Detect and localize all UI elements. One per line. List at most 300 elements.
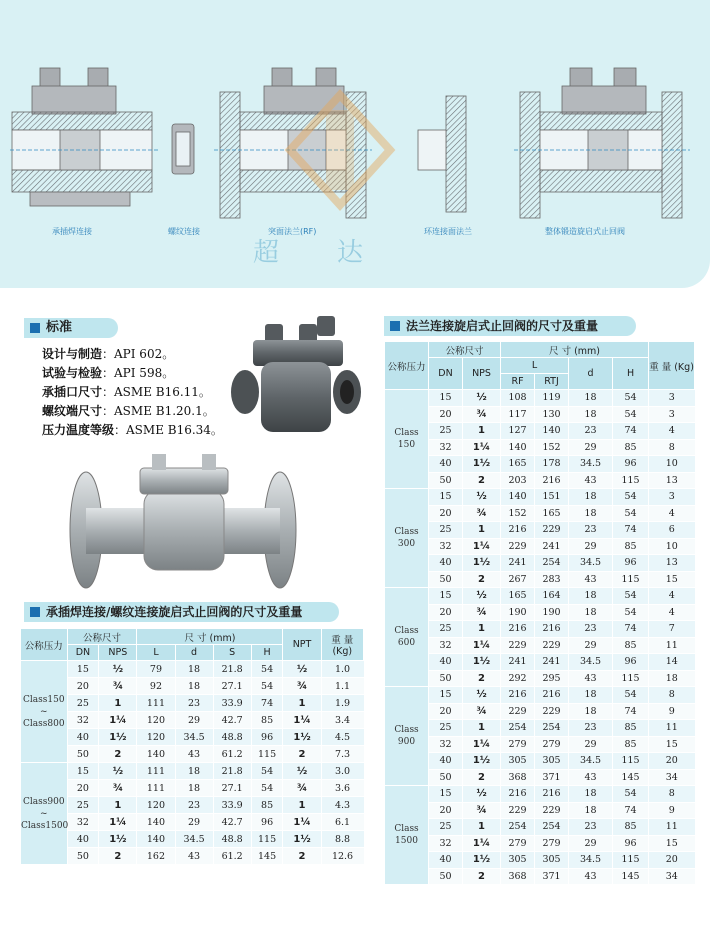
flange-table-header: [384, 316, 636, 336]
table-cell: 241: [501, 555, 535, 572]
thread-end-drawing: [172, 124, 194, 174]
table-cell: 115: [613, 852, 649, 869]
table-cell: 11: [649, 720, 695, 737]
table-cell: 115: [251, 831, 283, 848]
table-cell: 54: [613, 505, 649, 522]
table-cell: 54: [251, 763, 283, 780]
table-cell: 48.8: [213, 831, 251, 848]
table-cell: 20: [67, 678, 99, 695]
table-cell: 1¼: [463, 439, 501, 456]
table-cell: 34: [649, 868, 695, 885]
table-cell: 279: [535, 835, 569, 852]
table-cell: 305: [535, 753, 569, 770]
table-cell: 54: [251, 780, 283, 797]
table-cell: 15: [67, 661, 99, 678]
table-row: [385, 786, 695, 803]
table-cell: 18: [569, 390, 613, 407]
table-cell: 43: [569, 769, 613, 786]
table-cell: 115: [613, 670, 649, 687]
table-cell: 74: [613, 522, 649, 539]
table-cell: 1: [283, 695, 321, 712]
caption-socket-weld: 承插焊连接: [52, 227, 92, 236]
table-cell: ¾: [283, 678, 321, 695]
table-cell: 3: [649, 406, 695, 423]
table-row: [21, 780, 364, 797]
table-cell: 295: [535, 670, 569, 687]
table-cell: 1¼: [463, 538, 501, 555]
table-cell: 3: [649, 489, 695, 506]
table-cell: 34: [649, 769, 695, 786]
table-cell: 29: [569, 439, 613, 456]
table-cell: 96: [613, 654, 649, 671]
table-cell: 11: [649, 637, 695, 654]
table-cell: 18: [569, 406, 613, 423]
table-cell: ¾: [99, 780, 137, 797]
table-cell: 18: [569, 505, 613, 522]
table-cell: 4.5: [321, 729, 363, 746]
table-cell: 96: [613, 555, 649, 572]
table-cell: 40: [67, 831, 99, 848]
table-cell: 43: [175, 848, 213, 865]
table-cell: 40: [67, 729, 99, 746]
table-row: [385, 819, 695, 836]
table-cell: 216: [535, 786, 569, 803]
table-cell: 10: [649, 456, 695, 473]
table-cell: 111: [137, 780, 175, 797]
table-row: [385, 802, 695, 819]
table-cell: 203: [501, 472, 535, 489]
table-cell: 27.1: [213, 678, 251, 695]
table-cell: 15: [429, 588, 463, 605]
table-cell: 54: [613, 406, 649, 423]
table-cell: 34.5: [569, 456, 613, 473]
table-cell: 1¼: [463, 637, 501, 654]
table-cell: 25: [429, 423, 463, 440]
table-cell: 43: [569, 472, 613, 489]
table-cell: 241: [501, 654, 535, 671]
table-cell: 4: [649, 604, 695, 621]
table-cell: 145: [613, 868, 649, 885]
bullet-square-icon: [390, 321, 400, 331]
socket-table-title: 承插焊连接/螺纹连接旋启式止回阀的尺寸及重量: [46, 605, 303, 619]
table-cell: 4: [649, 423, 695, 440]
table-cell: ½: [99, 763, 137, 780]
small-valve-photo: [225, 312, 375, 447]
table-cell: 292: [501, 670, 535, 687]
table-cell: 229: [535, 637, 569, 654]
table-row: [21, 712, 364, 729]
table-cell: 40: [429, 654, 463, 671]
table-cell: 165: [501, 456, 535, 473]
col-dims: 尺 寸 (mm): [137, 629, 283, 645]
table-cell: 7: [649, 621, 695, 638]
table-cell: 4: [649, 505, 695, 522]
table-cell: 140: [137, 814, 175, 831]
table-cell: 18: [569, 687, 613, 704]
table-cell: 43: [175, 746, 213, 763]
table-cell: 165: [501, 588, 535, 605]
table-cell: 130: [535, 406, 569, 423]
table-cell: 96: [613, 456, 649, 473]
col-dn: DN: [429, 358, 463, 390]
table-cell: 29: [569, 835, 613, 852]
table-cell: 305: [501, 753, 535, 770]
caption-integral-flange: 整体锻造旋启式止回阀: [545, 227, 625, 236]
table-cell: 74: [613, 802, 649, 819]
table-row: [385, 489, 695, 506]
table-cell: 13: [649, 472, 695, 489]
col-npt: NPT: [283, 629, 321, 661]
table-cell: 115: [613, 753, 649, 770]
table-cell: 21.8: [213, 661, 251, 678]
table-cell: 8.8: [321, 831, 363, 848]
table-cell: 254: [535, 555, 569, 572]
table-cell: 2: [283, 848, 321, 865]
table-cell: 216: [535, 687, 569, 704]
table-cell: 43: [569, 670, 613, 687]
table-cell: 50: [67, 848, 99, 865]
table-cell: 229: [501, 538, 535, 555]
table-cell: 241: [535, 654, 569, 671]
table-cell: 32: [429, 439, 463, 456]
table-cell: 11: [649, 819, 695, 836]
class-label: Class 300: [385, 489, 429, 588]
table-cell: 23: [569, 819, 613, 836]
table-cell: 18: [569, 588, 613, 605]
table-cell: 111: [137, 763, 175, 780]
table-cell: 305: [501, 852, 535, 869]
table-cell: 29: [569, 538, 613, 555]
flange-dimension-table: [384, 341, 695, 885]
table-cell: 8: [649, 439, 695, 456]
table-cell: 54: [613, 489, 649, 506]
table-cell: 254: [501, 720, 535, 737]
table-row: [21, 814, 364, 831]
bullet-square-icon: [30, 607, 40, 617]
table-cell: 85: [251, 712, 283, 729]
table-row: [385, 769, 695, 786]
col-dn: DN: [67, 645, 99, 661]
table-cell: 85: [613, 637, 649, 654]
table-cell: 1: [99, 797, 137, 814]
table-cell: 20: [429, 802, 463, 819]
table-cell: 20: [429, 505, 463, 522]
table-cell: 119: [535, 390, 569, 407]
table-row: [385, 472, 695, 489]
table-cell: 1¼: [99, 712, 137, 729]
col-nps: NPS: [99, 645, 137, 661]
col-l: L: [501, 358, 569, 374]
caption-thread: 螺纹连接: [168, 227, 200, 236]
table-cell: 140: [501, 439, 535, 456]
table-row: [21, 678, 364, 695]
table-cell: 18: [175, 678, 213, 695]
table-cell: 25: [67, 695, 99, 712]
table-cell: 27.1: [213, 780, 251, 797]
table-cell: 1.1: [321, 678, 363, 695]
table-cell: 32: [429, 736, 463, 753]
table-cell: 368: [501, 868, 535, 885]
table-cell: 1½: [463, 753, 501, 770]
table-cell: 120: [137, 729, 175, 746]
col-weight: 重 量 (Kg): [649, 342, 695, 390]
table-cell: 85: [613, 538, 649, 555]
ring-joint-face-drawing: [418, 96, 466, 212]
table-cell: 1¼: [283, 712, 321, 729]
table-cell: 1½: [463, 852, 501, 869]
standards-header: [24, 318, 118, 338]
table-cell: 54: [613, 687, 649, 704]
table-cell: 85: [613, 736, 649, 753]
standards-title: 标准: [46, 320, 73, 335]
table-cell: 20: [649, 852, 695, 869]
table-cell: 229: [535, 703, 569, 720]
table-cell: 1: [463, 423, 501, 440]
table-cell: 34.5: [569, 654, 613, 671]
table-cell: 23: [175, 797, 213, 814]
table-row: [385, 390, 695, 407]
table-cell: ½: [283, 763, 321, 780]
table-cell: 34.5: [175, 729, 213, 746]
table-cell: 1: [463, 720, 501, 737]
table-cell: 92: [137, 678, 175, 695]
table-cell: 18: [175, 661, 213, 678]
table-cell: 29: [569, 736, 613, 753]
table-cell: 25: [429, 522, 463, 539]
caption-ring-joint: 环连接面法兰: [424, 227, 472, 236]
table-cell: 8: [649, 786, 695, 803]
technical-drawing-panel: [0, 0, 710, 288]
table-cell: 371: [535, 868, 569, 885]
table-cell: 115: [251, 746, 283, 763]
table-cell: 1½: [463, 654, 501, 671]
table-cell: 74: [251, 695, 283, 712]
table-cell: 32: [429, 538, 463, 555]
standard-test: 试验与检验：API 598。: [42, 366, 175, 380]
table-cell: 216: [535, 621, 569, 638]
watermark-text: 超达: [253, 238, 422, 268]
table-cell: 305: [535, 852, 569, 869]
table-cell: ¾: [99, 678, 137, 695]
table-cell: 42.7: [213, 814, 251, 831]
col-nps: NPS: [463, 358, 501, 390]
table-row: [385, 538, 695, 555]
table-cell: 1.9: [321, 695, 363, 712]
table-cell: ¾: [463, 802, 501, 819]
table-cell: 74: [613, 621, 649, 638]
table-row: [21, 661, 364, 678]
table-cell: 12.6: [321, 848, 363, 865]
table-cell: 85: [251, 797, 283, 814]
table-row: [385, 555, 695, 572]
table-cell: 229: [501, 703, 535, 720]
table-cell: 1.0: [321, 661, 363, 678]
table-cell: 1¼: [463, 736, 501, 753]
table-cell: ½: [99, 661, 137, 678]
table-cell: 1½: [463, 456, 501, 473]
col-d: d: [175, 645, 213, 661]
socket-weld-valve-drawing: [10, 68, 158, 206]
table-cell: 229: [501, 637, 535, 654]
table-cell: 29: [175, 814, 213, 831]
table-row: [385, 406, 695, 423]
table-cell: 54: [251, 661, 283, 678]
socket-table-header: [24, 602, 339, 622]
table-row: [385, 868, 695, 885]
table-cell: 40: [429, 753, 463, 770]
col-d: d: [569, 358, 613, 390]
table-cell: 127: [501, 423, 535, 440]
table-cell: 15: [649, 835, 695, 852]
table-cell: 1½: [283, 729, 321, 746]
class-label: Class 1500: [385, 786, 429, 885]
table-cell: 54: [613, 786, 649, 803]
table-cell: 29: [569, 637, 613, 654]
table-cell: 117: [501, 406, 535, 423]
table-cell: 283: [535, 571, 569, 588]
table-cell: 1: [463, 522, 501, 539]
table-cell: 96: [251, 814, 283, 831]
table-cell: 25: [429, 720, 463, 737]
table-cell: 40: [429, 456, 463, 473]
table-cell: 18: [569, 703, 613, 720]
table-cell: 7.3: [321, 746, 363, 763]
table-row: [385, 687, 695, 704]
table-cell: 6: [649, 522, 695, 539]
table-cell: 1: [463, 621, 501, 638]
table-cell: 216: [501, 621, 535, 638]
table-cell: ¾: [463, 505, 501, 522]
table-cell: ½: [463, 786, 501, 803]
table-cell: 3.4: [321, 712, 363, 729]
table-cell: 15: [429, 786, 463, 803]
table-cell: 120: [137, 797, 175, 814]
table-cell: 79: [137, 661, 175, 678]
table-cell: 152: [501, 505, 535, 522]
table-cell: 85: [613, 439, 649, 456]
table-cell: 162: [137, 848, 175, 865]
table-cell: 6.1: [321, 814, 363, 831]
table-cell: 178: [535, 456, 569, 473]
table-cell: 23: [569, 720, 613, 737]
table-cell: 2: [463, 769, 501, 786]
col-weight: 重 量 (Kg): [321, 629, 363, 661]
table-row: [385, 505, 695, 522]
table-cell: 140: [535, 423, 569, 440]
table-row: [385, 588, 695, 605]
table-cell: 54: [613, 588, 649, 605]
table-cell: 15: [429, 390, 463, 407]
table-row: [385, 621, 695, 638]
table-cell: 32: [67, 712, 99, 729]
table-cell: 61.2: [213, 848, 251, 865]
table-cell: 18: [569, 786, 613, 803]
table-row: [385, 456, 695, 473]
table-cell: 2: [463, 472, 501, 489]
table-cell: 32: [429, 637, 463, 654]
table-cell: 74: [613, 703, 649, 720]
table-row: [385, 753, 695, 770]
table-cell: 34.5: [175, 831, 213, 848]
table-cell: 50: [67, 746, 99, 763]
table-row: [21, 729, 364, 746]
table-cell: ½: [283, 661, 321, 678]
table-row: [385, 439, 695, 456]
table-cell: ¾: [463, 604, 501, 621]
table-cell: 2: [99, 848, 137, 865]
class-label: Class150 ~ Class800: [21, 661, 68, 763]
table-cell: 140: [137, 746, 175, 763]
table-cell: 33.9: [213, 797, 251, 814]
table-cell: 40: [429, 852, 463, 869]
table-cell: 32: [67, 814, 99, 831]
table-cell: 1½: [99, 831, 137, 848]
caption-flanged-rf: 突面法兰(RF): [268, 227, 317, 236]
table-cell: 190: [535, 604, 569, 621]
table-cell: 4.3: [321, 797, 363, 814]
table-row: [385, 720, 695, 737]
table-row: [21, 848, 364, 865]
table-row: [385, 703, 695, 720]
table-cell: 1: [99, 695, 137, 712]
table-cell: 15: [429, 687, 463, 704]
table-cell: 115: [613, 571, 649, 588]
flanged-valve-photo: [68, 450, 298, 595]
table-cell: 2: [463, 571, 501, 588]
table-cell: 61.2: [213, 746, 251, 763]
table-row: [385, 654, 695, 671]
table-cell: 54: [613, 604, 649, 621]
table-cell: 368: [501, 769, 535, 786]
table-cell: 20: [429, 406, 463, 423]
class-label: Class 900: [385, 687, 429, 786]
table-cell: 50: [429, 472, 463, 489]
table-cell: 152: [535, 439, 569, 456]
table-cell: 29: [175, 712, 213, 729]
table-cell: 96: [251, 729, 283, 746]
table-cell: 2: [99, 746, 137, 763]
table-cell: 216: [501, 687, 535, 704]
table-cell: 267: [501, 571, 535, 588]
table-cell: 43: [569, 571, 613, 588]
table-cell: 1½: [463, 555, 501, 572]
standard-socket: 承插口尺寸：ASME B16.11。: [42, 385, 211, 399]
table-cell: 85: [613, 720, 649, 737]
table-cell: 111: [137, 695, 175, 712]
col-l: L: [137, 645, 175, 661]
table-cell: 151: [535, 489, 569, 506]
table-cell: 18: [175, 780, 213, 797]
table-cell: 108: [501, 390, 535, 407]
table-cell: 32: [429, 835, 463, 852]
table-cell: 15: [649, 571, 695, 588]
table-cell: 4: [649, 588, 695, 605]
table-cell: 18: [569, 802, 613, 819]
table-cell: 9: [649, 703, 695, 720]
table-cell: 96: [613, 835, 649, 852]
table-cell: 54: [613, 390, 649, 407]
table-cell: 48.8: [213, 729, 251, 746]
table-cell: 2: [463, 868, 501, 885]
table-row: [21, 763, 364, 780]
table-row: [385, 670, 695, 687]
table-cell: 50: [429, 670, 463, 687]
table-cell: 1: [283, 797, 321, 814]
table-cell: 229: [535, 802, 569, 819]
col-class: 公称压力: [21, 629, 68, 661]
table-cell: 18: [175, 763, 213, 780]
table-cell: 20: [429, 703, 463, 720]
